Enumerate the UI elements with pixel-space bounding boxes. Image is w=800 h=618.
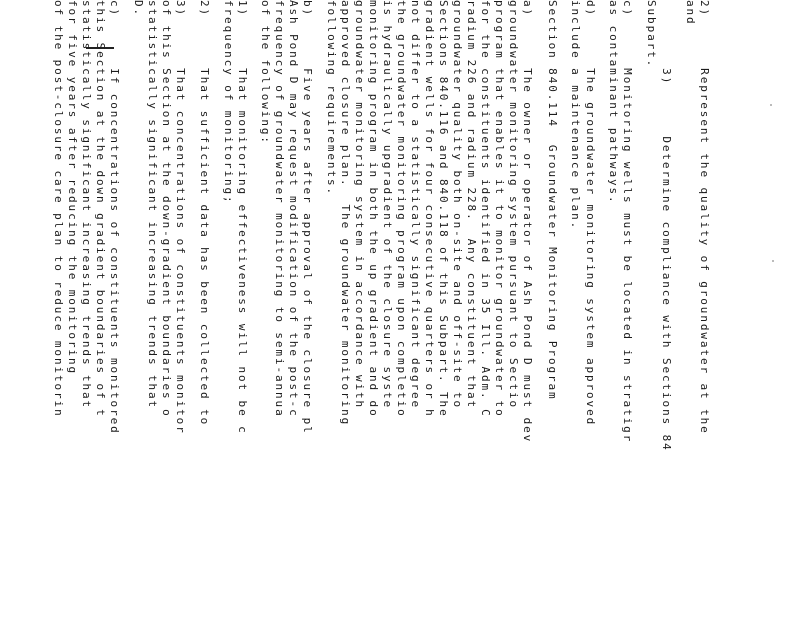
document-line: approved closure plan. The groundwater monitoring: [339, 0, 352, 427]
document-line: as contaminant pathways.: [607, 0, 620, 205]
scan-speck: [772, 260, 774, 262]
document-line: statistically significant increasing trends that: [80, 0, 93, 410]
document-line: c) If concentrations of constituents monitored: [108, 0, 121, 435]
document-line: 3) That concentrations of constituents monitor: [174, 0, 187, 435]
document-line: frequency of groundwater monitoring to semi-annua: [273, 0, 286, 418]
document-line: 1) That monitoring effectiveness will not be c: [236, 0, 249, 435]
document-line: this Section at the down gradient boundaries of t: [94, 0, 107, 418]
document-line: groundwater quality both on-site and off-site to: [451, 0, 464, 410]
document-line: for five years after reducing the monitoring: [66, 0, 79, 375]
document-line: radium 226 and radium 228. Any constituent that: [465, 0, 478, 410]
document-line: 2) Represent the quality of groundwater at the: [698, 0, 711, 435]
document-line: groundwater monitoring system pursuant to Sectio: [507, 0, 520, 410]
document-line: monitoring program in both the up gradient and do: [367, 0, 380, 418]
document-line: is hydraulically upgradient of the closure syste: [381, 0, 394, 410]
document-line: the groundwater monitoring program upon completio: [395, 0, 408, 418]
document-line: not differ to a statistically significant degree: [409, 0, 422, 410]
document-line: 3) Determine compliance with Sections 84: [660, 0, 673, 452]
document-line: D.: [132, 0, 145, 18]
document-line: b) Five years after approval of the closure pl: [301, 0, 314, 435]
rotated-text-block: [52, 0, 711, 618]
document-line: program that enables it to monitor groundwater to: [493, 0, 506, 418]
document-line: frequency of monitoring;: [222, 0, 235, 205]
scan-speck: [770, 104, 772, 106]
document-line: d) The groundwater monitoring system approved: [584, 0, 597, 427]
document-line: of the post-closure care plan to reduce monitorin: [52, 0, 65, 418]
document-line: Section 840.114 Groundwater Monitoring Program: [546, 0, 559, 401]
document-line: gradient wells for four consecutive quarters or h: [423, 0, 436, 418]
document-line: include a maintenance plan.: [569, 0, 582, 231]
document-line: Sections 840.116 and 840.118 of this Subpart. The: [437, 0, 450, 418]
document-line: a) The owner or operator of Ash Pond D must dev: [521, 0, 534, 444]
document-line: 2) That sufficient data has been collected to: [198, 0, 211, 427]
document-line: of the following:: [259, 0, 272, 145]
document-line: Ash Pond D may request modification of the post-c: [287, 0, 300, 418]
document-line: following requirements.: [325, 0, 338, 197]
document-line: groundwater monitoring system in accordance with: [353, 0, 366, 410]
document-line: c) Monitoring wells must be located in stratigr: [621, 0, 634, 444]
document-line: and: [684, 0, 697, 26]
document-line: statistically significant increasing trends that: [146, 0, 159, 410]
document-line: of this Section at the down-gradient boundaries o: [160, 0, 173, 418]
document-line: Subpart.: [645, 0, 658, 69]
document-line: for the constituents identified in 35 Ill. Adm. C: [479, 0, 492, 418]
